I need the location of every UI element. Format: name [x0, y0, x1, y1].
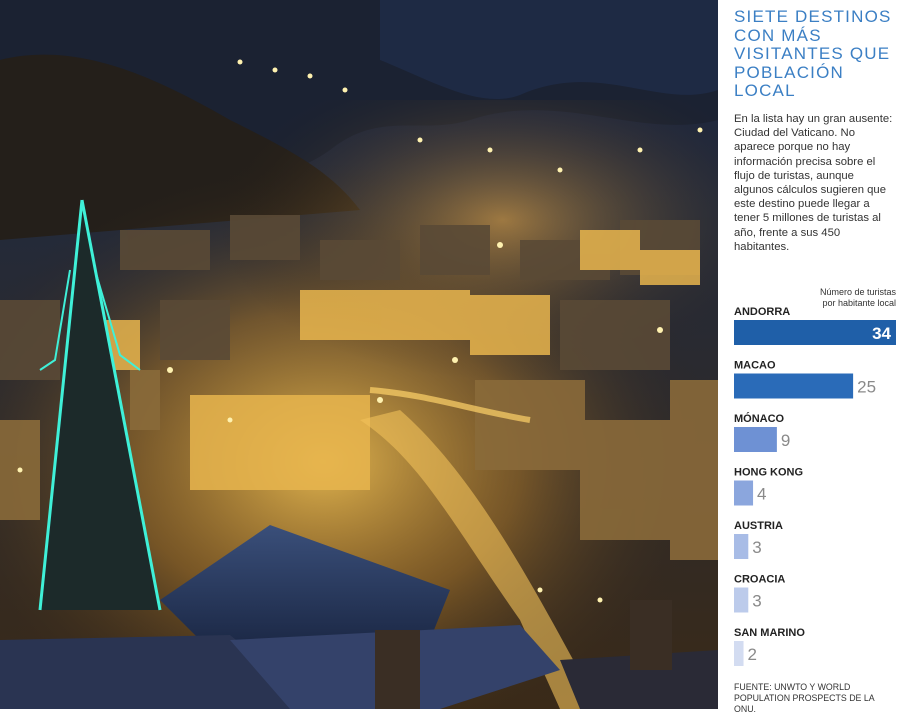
bar — [734, 481, 753, 506]
bar-category-label: CROACIA — [734, 573, 786, 586]
bar-value-label: 34 — [872, 324, 891, 343]
bar — [734, 588, 748, 613]
info-panel — [718, 0, 900, 714]
bar-category-label: HONG KONG — [734, 466, 804, 479]
bar-category-label: ANDORRA — [734, 306, 791, 318]
bar — [734, 534, 748, 559]
source-note: FUENTE: UNWTO Y WORLD POPULATION PROSPECTS DE LA ONU. — [734, 682, 875, 714]
bar — [734, 641, 744, 666]
bar-value-label: 25 — [857, 377, 877, 397]
bar-value-label: 3 — [752, 538, 762, 557]
bar-category-label: MÓNACO — [734, 413, 785, 425]
infographic-description: En la lista hay un gran ausente: Ciudad del Vaticano. No aparece porque no hay información precisa sobre el flujo de turistas, aunque algunos cálculos sugieren que este destino puede llegar a tener 5 millones de turistas al año, frente a sus 450 habitantes. — [734, 113, 893, 253]
bar — [734, 427, 777, 452]
bar-category-label: AUSTRIA — [734, 520, 783, 532]
bar-chart — [718, 0, 900, 709]
bar-value-label: 3 — [752, 591, 762, 611]
infographic-title: SIETE DESTINOS CON MÁS VISITANTES QUE POBLACIÓN LOCAL — [734, 7, 892, 100]
bar-category-label: SAN MARINO — [734, 627, 805, 639]
bar-category-label: MACAO — [734, 359, 776, 372]
value-unit-label: Número de turistas por habitante local — [819, 287, 896, 308]
bar-value-label: 9 — [780, 431, 791, 450]
bar-value-label: 2 — [747, 645, 757, 664]
bar-value-label: 4 — [757, 484, 767, 504]
bar — [734, 374, 853, 399]
